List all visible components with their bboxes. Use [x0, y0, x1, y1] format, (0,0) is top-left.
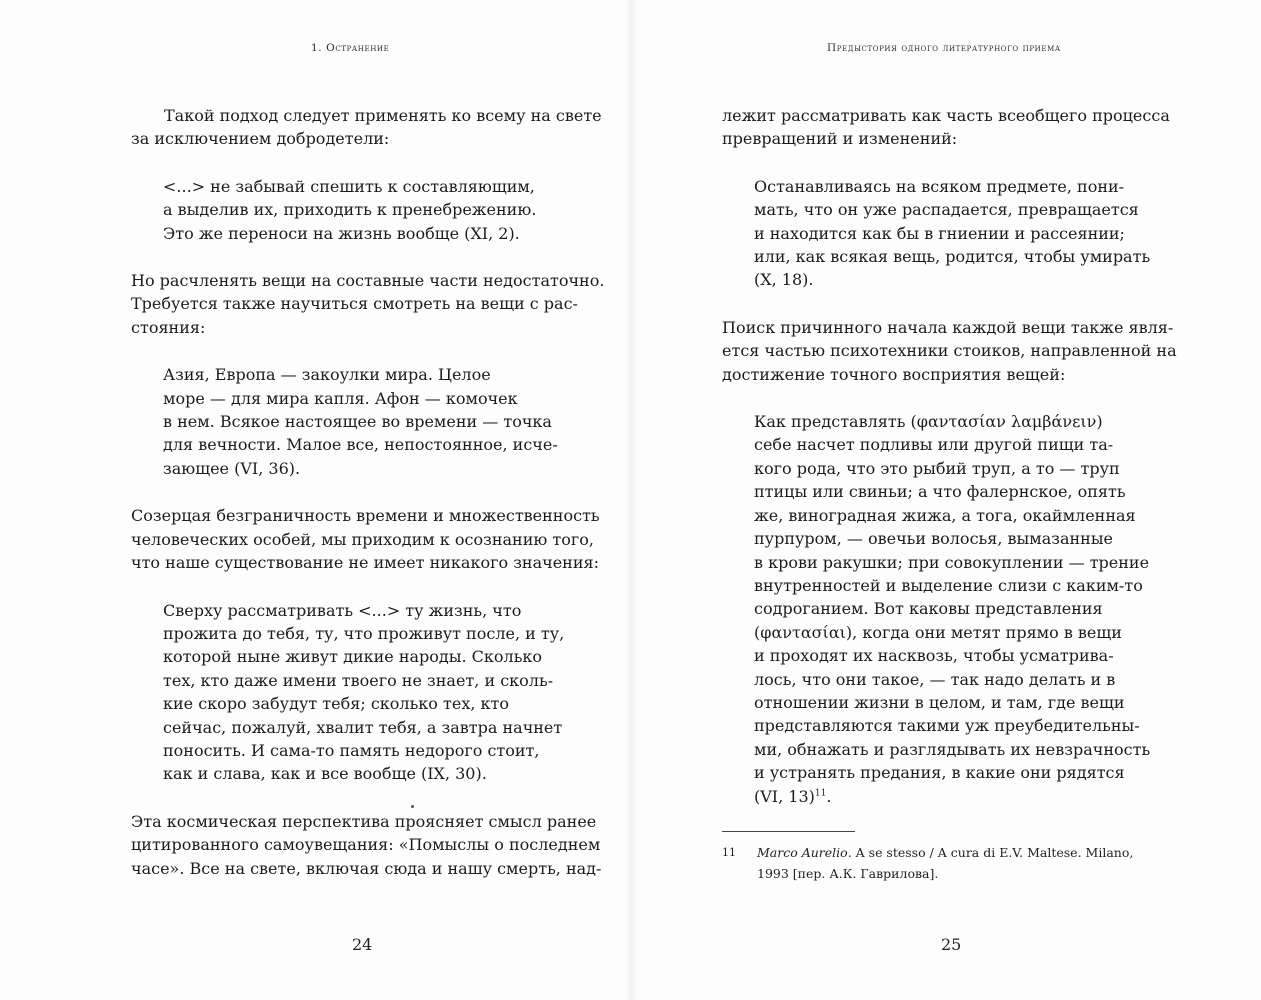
text-line: зающее (VI, 36). [163, 458, 301, 478]
text-line: которой ныне живут дикие народы. Сколько [163, 647, 543, 667]
text-line: Требуется также научиться смотреть на вещи с рас- [131, 294, 578, 314]
text-line: же, виноградная жижа, а тога, окаймленная [754, 505, 1136, 525]
page-number-right: 25 [941, 935, 962, 954]
text-line: кого рода, что это рыбий труп, а то — труп [754, 458, 1120, 478]
text-line: кие скоро забудут тебя; сколько тех, кто [163, 694, 509, 714]
text-line: Созерцая безграничность времени и множественность [131, 506, 600, 526]
text-line: что наше существование не имеет никакого значения: [131, 553, 599, 573]
text-line: Но расчленять вещи на составные части недостаточно. [131, 271, 605, 291]
text-line: Эта космическая перспектива проясняет смысл ранее [131, 811, 597, 831]
left-page [0, 0, 630, 1000]
footnote-text [757, 842, 1182, 884]
right-page-body [722, 104, 1192, 832]
footnote-line: 1993 [пер. А.К. Гаврилова]. [757, 866, 939, 881]
footnote-divider [722, 831, 855, 832]
text-line: или, как всякая вещь, родится, чтобы умирать [754, 247, 1151, 267]
text-line: как и слава, как и все вообще (IX, 30). [163, 764, 487, 784]
block-quote [163, 599, 601, 786]
text-line: и устранять предания, в какие они рядятся [754, 763, 1125, 783]
text-line: превращений и изменений: [722, 129, 958, 149]
text-line [754, 785, 1192, 808]
footnote-author: Marco Aurelio [757, 845, 848, 860]
text-line: Сверху рассматривать <...> ту жизнь, что [163, 600, 522, 620]
text-line: поносить. И сама-то память недорого стоит, [163, 740, 540, 760]
text-line: в нем. Всякое настоящее во времени — точка [163, 412, 552, 432]
text-line: в крови ракушки; при совокуплении — трение [754, 552, 1150, 572]
text-line: часе». Все на свете, включая сюда и нашу смерть, над- [131, 858, 602, 878]
text-line: (φαντασίαι), когда они метят прямо в вещи [754, 622, 1122, 642]
text-line: Это же переноси на жизнь вообще (XI, 2). [163, 223, 520, 243]
trailing-period: . [826, 786, 832, 806]
text-line: содроганием. Вот каковы представления [754, 599, 1103, 619]
text-line: для вечности. Малое все, непостоянное, исче- [163, 435, 558, 455]
paragraph [722, 104, 1192, 151]
paragraph [131, 504, 601, 574]
text-line: море — для мира капля. Афон — комочек [163, 388, 518, 408]
text-line: внутренностей и выделение слизи с каким-то [754, 575, 1143, 595]
text-line: <...> не забывай спешить к составляющим, [163, 176, 535, 196]
footnote-line [757, 842, 1182, 863]
running-head-left: 1. Остранение [311, 42, 390, 54]
text-line: Как представлять (φαντασίαν λαμβάνειν) [754, 412, 1103, 432]
footnote-reference[interactable]: 11 [814, 788, 827, 799]
paragraph [131, 810, 601, 880]
block-quote [754, 175, 1192, 292]
text-line: (X, 18). [754, 270, 814, 290]
citation-text: (VI, 13) [754, 786, 815, 806]
text-line: ми, обнажать и разглядывать их невзрачность [754, 739, 1151, 759]
footnote [722, 842, 1182, 884]
text-line: мать, что он уже распадается, превращается [754, 200, 1139, 220]
text-line: Останавливаясь на всяком предмете, пони- [754, 176, 1125, 196]
text-line: лежит рассматривать как часть всеобщего процесса [722, 106, 1170, 125]
text-line: прожита до тебя, ту, что проживут после, и ту, [163, 623, 565, 643]
right-page [631, 0, 1261, 1000]
text-line: лось, что они такое, — так надо делать и в [754, 669, 1116, 689]
paragraph [131, 104, 601, 151]
block-quote [754, 410, 1192, 808]
text-line: Азия, Европа — закоулки мира. Целое [163, 365, 491, 385]
text-line: за исключением добродетели: [131, 129, 390, 149]
print-speck [411, 805, 414, 808]
text-line: а выделив их, приходить к пренебрежению. [163, 200, 537, 220]
text-line: человеческих особей, мы приходим к осознанию того, [131, 529, 594, 549]
text-line: достижение точного восприятия вещей: [722, 364, 1066, 384]
text-line: сейчас, пожалуй, хвалит тебя, а завтра начнет [163, 717, 563, 737]
text-line: тех, кто даже имени твоего не знает, и сколь- [163, 670, 554, 690]
text-line: стояния: [131, 317, 206, 337]
block-quote [163, 175, 601, 245]
text-line: ется частью психотехники стоиков, направленной на [722, 341, 1177, 361]
text-line: и проходят их насквозь, чтобы усматрива- [754, 646, 1114, 666]
paragraph [131, 269, 605, 339]
page-number-left: 24 [352, 935, 373, 954]
text-line: птицы или свиньи; а что фалернское, опять [754, 482, 1126, 502]
text-line: себе насчет подливы или другой пищи та- [754, 435, 1114, 455]
block-quote [163, 363, 601, 480]
footnote-citation: . A se stesso / A cura di E.V. Maltese. Milano, [847, 845, 1134, 860]
left-page-body [131, 104, 605, 904]
running-head-right: Предыстория одного литературного приема [827, 42, 1061, 54]
text-line: и находится как бы в гниении и рассеянии; [754, 223, 1125, 243]
text-line: отношении жизни в целом, и там, где вещи [754, 692, 1125, 712]
paragraph [722, 316, 1192, 386]
footnote-number: 11 [722, 846, 736, 859]
text-line: Поиск причинного начала каждой вещи также явля- [722, 317, 1174, 337]
text-line: цитированного самоувещания: «Помыслы о последнем [131, 835, 601, 855]
text-line: пурпуром, — овечьи волосья, вымазанные [754, 529, 1114, 549]
text-line: Такой подход следует применять ко всему на свете [164, 106, 602, 125]
text-line: представляются такими уж преубедительны- [754, 716, 1140, 736]
